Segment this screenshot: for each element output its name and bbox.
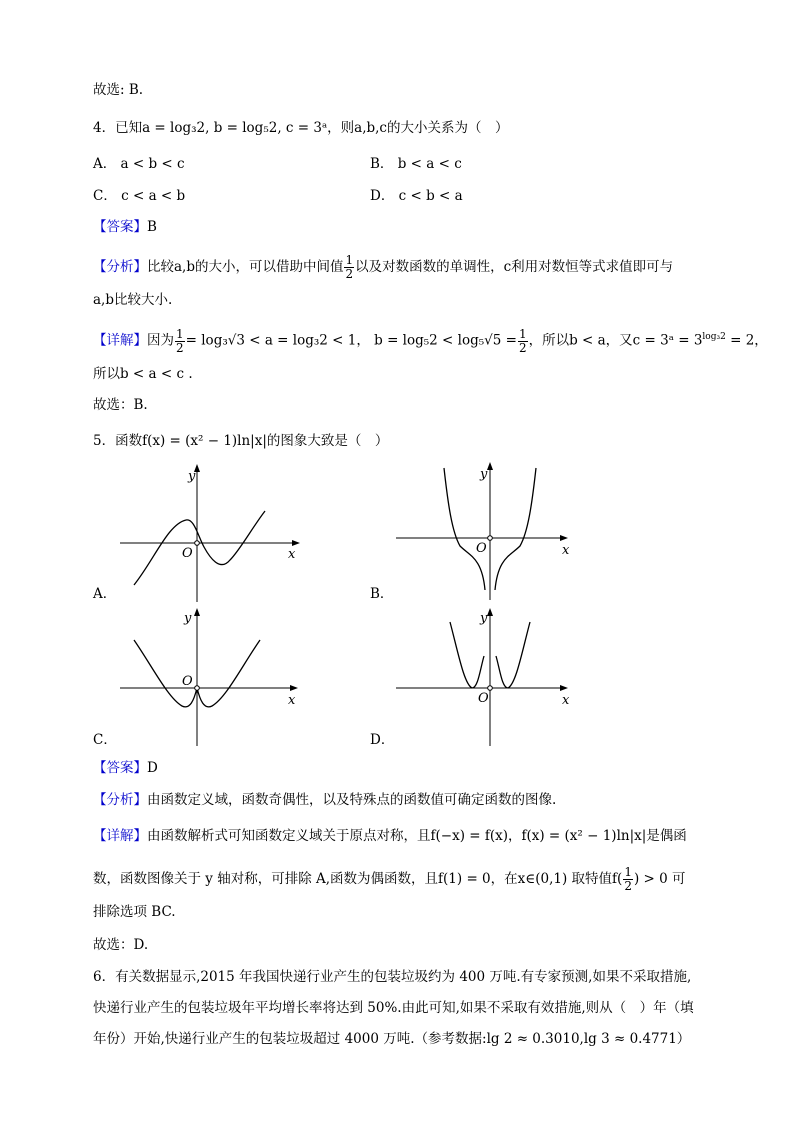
q5-answer [93, 758, 158, 778]
graph-d-y-label: y [480, 611, 488, 626]
q5-detail-b: 数，函数图像关于 y 轴对称，可排除 A,函数为偶函数，且f(1) = 0，在x∈(0,1) 取特值f( [93, 871, 623, 887]
q5-analysis [93, 790, 556, 810]
graph-c-x-label: x [288, 693, 296, 708]
fraction-numerator: 1 [624, 865, 632, 879]
q4-analysis [93, 254, 673, 281]
answer-tag: 【答案】 [93, 219, 147, 235]
analysis-tag: 【分析】 [93, 792, 147, 808]
graph-a-origin: O [182, 546, 193, 561]
fraction-denominator: 2 [176, 340, 184, 355]
graph-b-x-label: x [562, 543, 570, 558]
graph-b-origin: O [476, 541, 487, 556]
q4-option-b: B． b < a < c [370, 156, 462, 172]
answer-tag: 【答案】 [93, 760, 147, 776]
q4-analysis-cont: a,b比较大小. [93, 292, 173, 308]
q4-analysis-text-a: 比较a,b的大小，可以借助中间值 [147, 259, 344, 275]
graph-d-x-label: x [562, 693, 570, 708]
graph-d [396, 606, 581, 746]
q5-detail-b2: ) > 0 可 [633, 871, 686, 887]
question-5: 5．函数f(x) = (x² − 1)ln|x|的图象大致是（ ） [93, 433, 389, 449]
fraction-numerator: 1 [518, 326, 527, 341]
graph-d-origin: O [478, 691, 489, 706]
fraction-denominator: 2 [518, 340, 527, 355]
q4-detail-cont: 所以b < a < c . [93, 366, 193, 382]
graph-c-y-label: y [184, 611, 192, 626]
q4-option-c: C． c < a < b [93, 188, 186, 204]
q5-detail-a: 由函数解析式可知函数定义域关于原点对称，且f(−x) = f(x)，f(x) = (x² − 1)ln|x|是偶函 [147, 828, 687, 844]
q5-detail-end: 排除选项 BC. [93, 904, 176, 920]
q4-detail [93, 327, 768, 355]
q4-detail-c: ，所以b < a，又c = 3ᵃ = 3 [528, 332, 703, 349]
q4-detail-a: 因为 [147, 332, 174, 349]
graph-b-y-label: y [480, 467, 488, 482]
q4-analysis-text-b: 以及对数函数的单调性，c利用对数恒等式求值即可与 [355, 259, 674, 275]
fraction-numerator: 1 [345, 253, 354, 267]
q5-detail-cont [93, 866, 686, 893]
question-4: 4．已知a = log₃2, b = log₅2, c = 3ᵃ，则a,b,c的大小关系为（ ） [93, 120, 509, 136]
detail-tag: 【详解】 [93, 828, 147, 844]
graph-d-label: D． [370, 732, 395, 748]
q5-answer-value: D [147, 760, 158, 776]
detail-tag: 【详解】 [93, 332, 147, 349]
fraction-denominator: 2 [345, 267, 354, 281]
fraction-one-half [518, 328, 528, 355]
q4-answer [93, 217, 157, 237]
graph-b [396, 460, 581, 600]
q4-detail-b: = log₃√3 < a = log₃2 < 1， b = log₅2 < log₅√5 = [185, 332, 517, 349]
q4-detail-d: = 2， [725, 332, 768, 349]
q4-detail-exponent: log₃2 [702, 332, 726, 342]
fraction-one-half [623, 866, 633, 893]
graph-a-y-label: y [188, 469, 196, 484]
q4-option-d: D． c < b < a [370, 188, 463, 204]
line-choose-b-prev: 故选: B. [93, 82, 144, 98]
fraction-one-half [344, 254, 354, 281]
q4-answer-value: B [147, 219, 157, 235]
q5-detail [93, 826, 687, 846]
graph-a-label: A． [93, 586, 117, 602]
q4-option-a: A． a < b < c [93, 156, 185, 172]
graph-b-label: B． [370, 586, 394, 602]
graph-c-label: C． [93, 732, 117, 748]
question-6-line-2: 快递行业产生的包装垃圾年平均增长率将达到 50%.由此可知,如果不采取有效措施,则从（ ）年（填 [93, 1000, 694, 1016]
question-6-line-3: 年份）开始,快递行业产生的包装垃圾超过 4000 万吨.（参考数据:lg 2 ≈ 0.3010,lg 3 ≈ 0.4771） [93, 1031, 691, 1047]
graph-a-x-label: x [288, 547, 296, 562]
fraction-numerator: 1 [176, 326, 184, 341]
graph-c [120, 606, 310, 746]
fraction-denominator: 2 [624, 879, 632, 893]
question-6-line-1: 6．有关数据显示,2015 年我国快递行业产生的包装垃圾约为 400 万吨.有专家预测,如果不采取措施, [93, 969, 692, 985]
analysis-tag: 【分析】 [93, 259, 147, 275]
graph-c-origin: O [182, 674, 193, 689]
q5-analysis-text: 由函数定义域，函数奇偶性，以及特殊点的函数值可确定函数的图像. [147, 792, 557, 808]
fraction-one-half [175, 328, 185, 355]
q5-choose: 故选：D. [93, 937, 149, 953]
graph-a [120, 462, 310, 602]
q4-choose: 故选：B. [93, 397, 148, 413]
